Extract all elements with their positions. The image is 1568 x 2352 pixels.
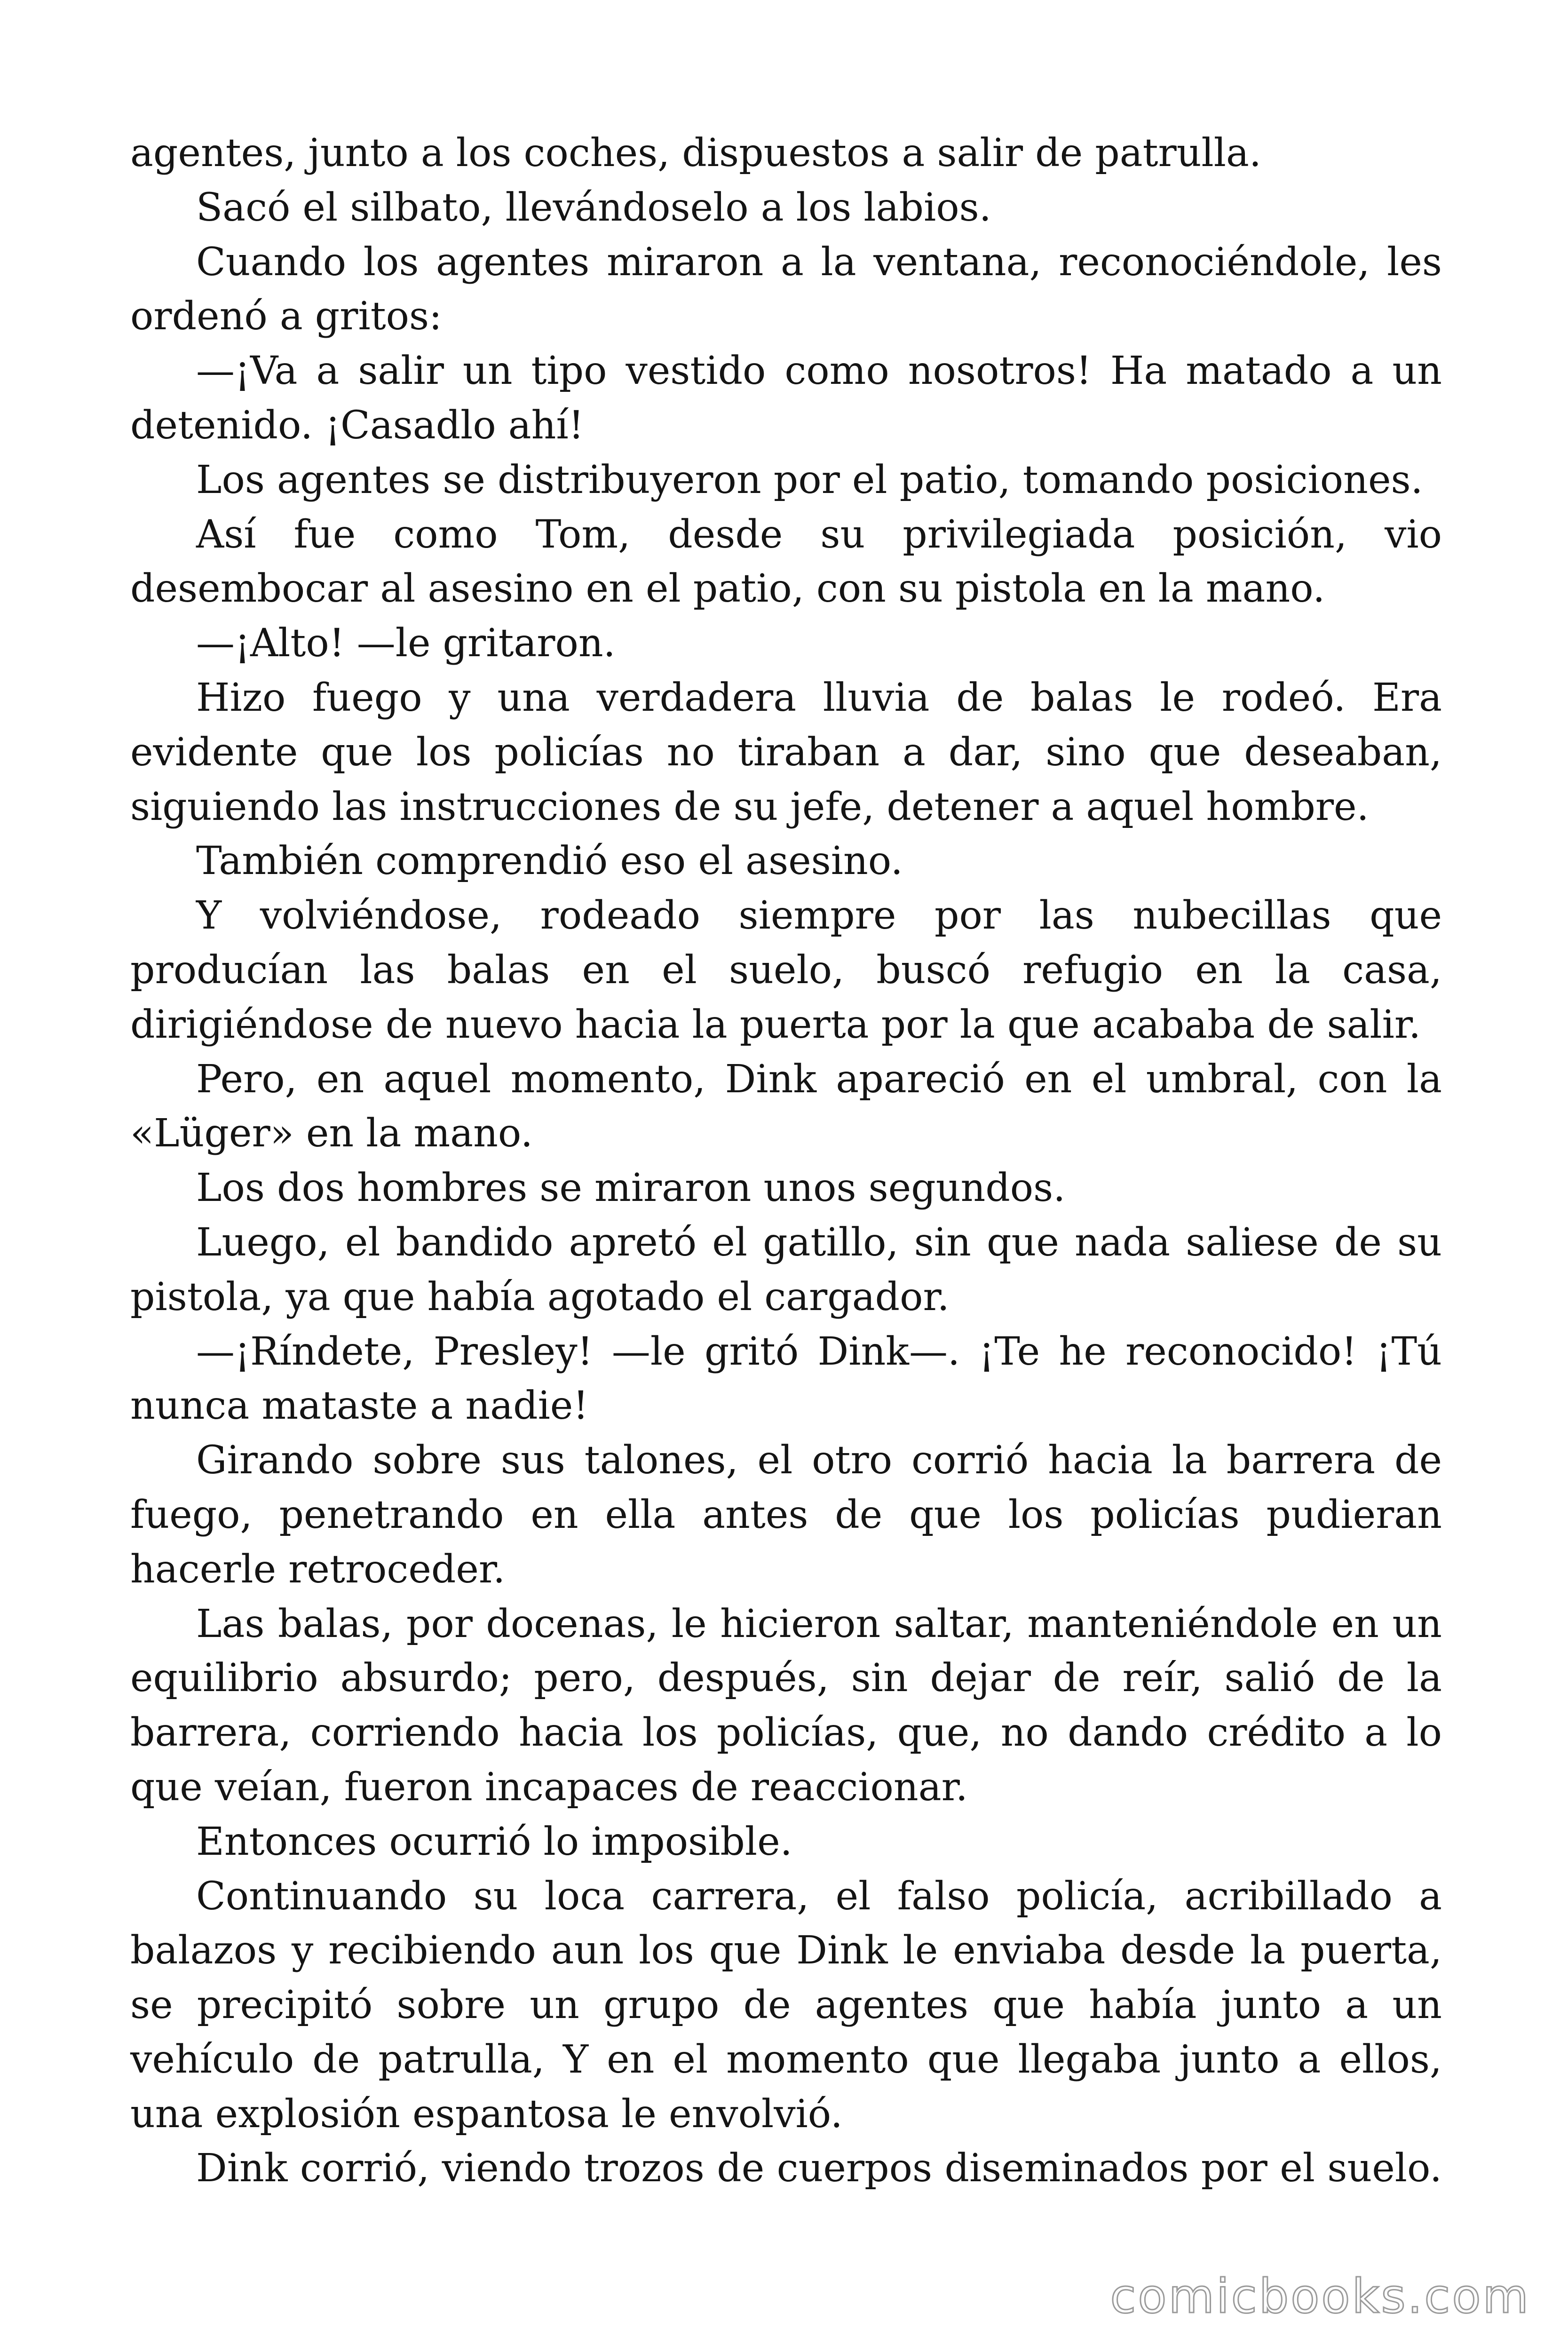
paragraph: Los agentes se distribuyeron por el patio, tomando posiciones.: [196, 457, 1423, 502]
paragraph: Así fue como Tom, desde su privilegiada posición, vio desembocar al asesino en el patio, con su pistola en la mano.: [130, 512, 1442, 612]
paragraph: —¡Ríndete, Presley! —le gritó Dink—. ¡Te he reconocido! ¡Tú nunca mataste a nadie!: [130, 1329, 1442, 1429]
paragraph: Dink corrió, viendo trozos de cuerpos diseminados por el suelo.: [196, 2146, 1442, 2191]
paragraph: Los dos hombres se miraron unos segundos.: [196, 1166, 1066, 1211]
paragraph: También comprendió eso el asesino.: [196, 839, 903, 884]
body-text: [130, 126, 1442, 2196]
paragraph: Hizo fuego y una verdadera lluvia de balas le rodeó. Era evidente que los policías no tiraban a dar, sino que deseaban, siguiendo las instrucciones de su jefe, detener a aquel hombre.: [130, 675, 1442, 829]
paragraph: Luego, el bandido apretó el gatillo, sin que nada saliese de su pistola, ya que había agotado el cargador.: [130, 1220, 1442, 1319]
paragraph: Cuando los agentes miraron a la ventana, reconociéndole, les ordenó a gritos:: [130, 239, 1442, 339]
paragraph: Pero, en aquel momento, Dink apareció en el umbral, con la «Lüger» en la mano.: [130, 1057, 1442, 1156]
watermark: comicbooks.com: [1110, 2269, 1530, 2324]
paragraph: Continuando su loca carrera, el falso policía, acribillado a balazos y recibiendo aun los que Dink le enviaba desde la puerta, se precipitó sobre un grupo de agentes que había junto a un vehículo de patrulla, Y en el momento que llegaba junto a ellos, una explosión espantosa le envolvió.: [130, 1874, 1442, 2137]
paragraph: —¡Alto! —le gritaron.: [196, 621, 616, 666]
paragraph: —¡Va a salir un tipo vestido como nosotros! Ha matado a un detenido. ¡Casadlo ahí!: [130, 349, 1442, 448]
paragraph: Y volviéndose, rodeado siempre por las nubecillas que producían las balas en el suelo, buscó refugio en la casa, dirigiéndose de nuevo hacia la puerta por la que acababa de salir.: [130, 893, 1442, 1047]
paragraph: Entonces ocurrió lo imposible.: [196, 1819, 792, 1864]
paragraph: Las balas, por docenas, le hicieron saltar, manteniéndole en un equilibrio absurdo; pero, después, sin dejar de reír, salió de la barrera, corriendo hacia los policías, que, no dando crédito a lo que veían, fueron incapaces de reaccionar.: [130, 1601, 1442, 1810]
paragraph: Girando sobre sus talones, el otro corrió hacia la barrera de fuego, penetrando en ella antes de que los policías pudieran hacerle retroceder.: [130, 1438, 1442, 1592]
paragraph: agentes, junto a los coches, dispuestos a salir de patrulla.: [130, 131, 1261, 175]
paragraph: Sacó el silbato, llevándoselo a los labios.: [196, 185, 991, 230]
